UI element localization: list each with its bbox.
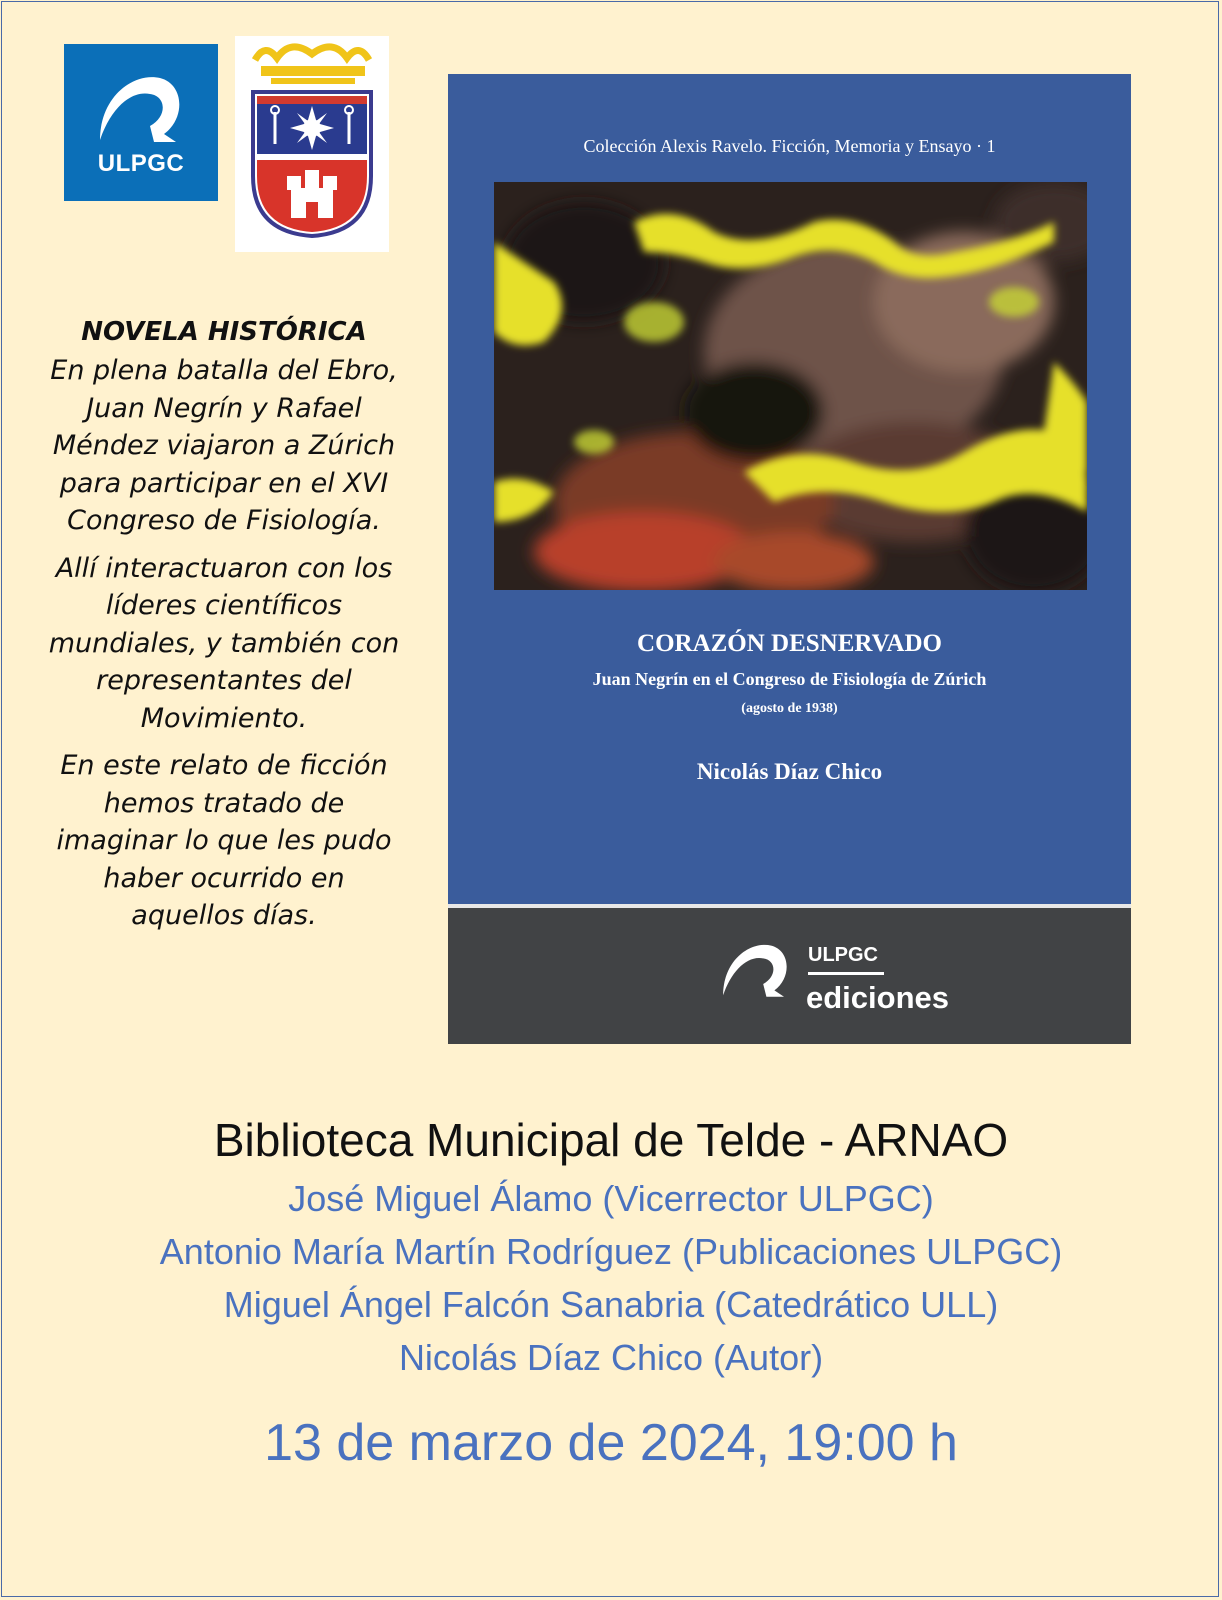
speaker-3: Miguel Ángel Falcón Sanabria (Catedrático ULL): [223, 1284, 999, 1325]
cover-collection: Colección Alexis Ravelo. Ficción, Memoria y Ensayo · 1: [583, 136, 996, 156]
publisher-ediciones: ediciones: [806, 980, 949, 1015]
description-paragraph-3: En este relato de ficción hemos tratado de imaginar lo que les pudo haber ocurrido en aquellos días.: [56, 750, 392, 931]
speaker-4: Nicolás Díaz Chico (Autor): [398, 1337, 824, 1378]
speakers-list: [0, 1172, 1222, 1384]
cover-date: (agosto de 1938): [741, 701, 838, 716]
cover-painting: [494, 182, 1087, 590]
abstract-painting-image: [494, 182, 1087, 590]
cover-author: Nicolás Díaz Chico: [696, 759, 883, 784]
telde-coat-of-arms: [235, 36, 389, 252]
ulpgc-logo-text: ULPGC: [97, 150, 185, 177]
publisher-rule: [808, 972, 884, 975]
event-datetime: 13 de marzo de 2024, 19:00 h: [264, 1414, 958, 1472]
publisher-ulpgc: ULPGC: [808, 944, 878, 966]
cover-title: CORAZÓN DESNERVADO: [637, 630, 942, 657]
ulpgc-ediciones-wave-icon: [716, 936, 796, 1000]
ulpgc-wave-icon: [94, 66, 188, 146]
event-venue: Biblioteca Municipal de Telde - ARNAO: [213, 1114, 1009, 1166]
ulpgc-logo: [64, 44, 218, 201]
description-paragraph-2: Allí interactuaron con los líderes científicos mundiales, y también con representantes del Movimiento.: [48, 552, 400, 734]
coat-of-arms-icon: [235, 36, 389, 252]
description-paragraph-1: En plena batalla del Ebro, Juan Negrín y Rafael Méndez viajaron a Zúrich para participar en el XVI Congreso de Fisiología.: [50, 355, 398, 536]
book-cover: [448, 74, 1131, 1044]
genre-heading: NOVELA HISTÓRICA: [81, 317, 367, 347]
description-column: [48, 312, 400, 945]
speaker-2: Antonio María Martín Rodríguez (Publicaciones ULPGC): [159, 1231, 1063, 1272]
publisher-band: [448, 908, 1131, 1044]
cover-subtitle: Juan Negrín en el Congreso de Fisiología de Zúrich: [592, 669, 987, 689]
speaker-1: José Miguel Álamo (Vicerrector ULPGC): [288, 1178, 934, 1219]
